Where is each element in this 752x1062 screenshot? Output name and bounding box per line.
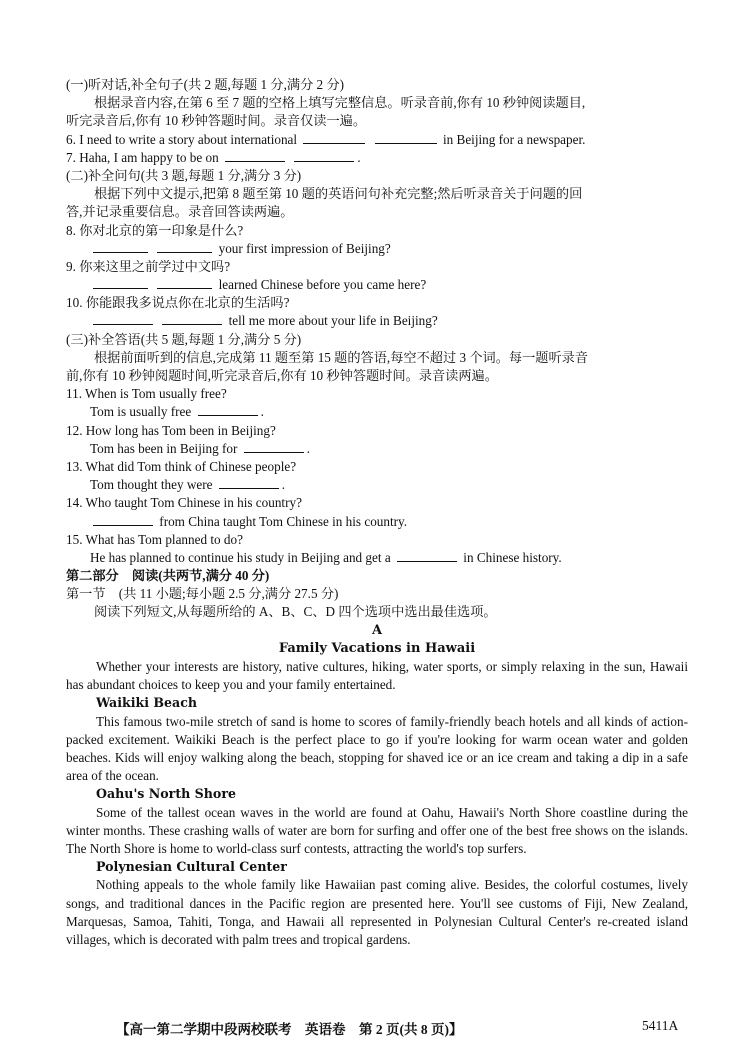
question-12: 12. How long has Tom been in Beijing?	[66, 422, 276, 438]
reading-part-heading: 第二部分 阅读(共两节,满分 40 分)	[66, 568, 270, 584]
q9-blank-1[interactable]	[93, 276, 148, 289]
passage-intro: Whether your interests are history, native cultures, hiking, water sports, or simply relaxing in the sun, Hawaii has abundant choices to keep you and your family entertained.	[66, 659, 688, 693]
page-footer: 【高一第二学期中段两校联考 英语卷 第 2 页(共 8 页)】	[116, 1022, 463, 1037]
part3-instruction-b: 前,你有 10 秒钟阅题时间,听完录音后,你有 10 秒钟答题时间。录音读两遍。	[66, 368, 498, 383]
section-waikiki-title: Waikiki Beach	[96, 695, 198, 711]
q7-blank-1[interactable]	[225, 149, 285, 162]
question-15: 15. What has Tom planned to do?	[66, 531, 243, 547]
reading-instruction: 阅读下列短文,从每题所给的 A、B、C、D 四个选项中选出最佳选项。	[94, 604, 497, 620]
q9-english: learned Chinese before you came here?	[218, 277, 427, 293]
reading-section-heading: 第一节 (共 11 小题;每小题 2.5 分,满分 27.5 分)	[66, 586, 339, 602]
passage-letter: A	[371, 622, 383, 638]
section-polynesian-title: Polynesian Cultural Center	[96, 859, 287, 875]
question-9	[66, 276, 688, 294]
part2-instruction-a: 根据下列中文提示,把第 8 题至第 10 题的英语问句补充完整;然后听录音关于问题的回	[94, 186, 583, 202]
part2-heading: (二)补全问句(共 3 题,每题 1 分,满分 3 分)	[66, 167, 302, 183]
part1-instruction-a: 根据录音内容,在第 6 至 7 题的空格上填写完整信息。听录音前,你有 10 秒钟阅读题目,	[94, 95, 586, 111]
a12-text: Tom has been in Beijing for	[90, 440, 238, 456]
q10-english: tell me more about your life in Beijing?	[228, 313, 438, 329]
question-11: 11. When is Tom usually free?	[66, 386, 227, 402]
q6-prefix: 6. I need to write a story about international	[66, 131, 298, 147]
part1-instruction-b: 听完录音后,你有 10 秒钟答题时间。录音仅读一遍。	[66, 113, 367, 129]
q6-blank-1[interactable]	[303, 131, 365, 144]
q10-chinese: 10. 你能跟我多说点你在北京的生活吗?	[66, 295, 290, 311]
question-7: 7. Haha, I am happy to be on .	[66, 149, 361, 165]
part2-instruction-b: 答,并记录重要信息。录音回答读两遍。	[66, 204, 294, 220]
a15-suffix: in Chinese history.	[463, 549, 562, 565]
paper-code: 5411A	[642, 1018, 679, 1033]
a14-blank[interactable]	[93, 513, 153, 526]
a13-blank[interactable]	[219, 476, 279, 489]
answer-14	[66, 513, 688, 531]
section-north-shore-text: Some of the tallest ocean waves in the world are found at Oahu, Hawaii's North Shore coastline during the winter months. These crashing walls of water are born for surfing and offer one of the best free shows on the islands. The North Shore is home to world-class surf contests, attracting the world's top surfers.	[66, 804, 688, 856]
a12-blank[interactable]	[244, 440, 304, 453]
q8-english: your first impression of Beijing?	[218, 240, 391, 256]
question-14: 14. Who taught Tom Chinese in his country?	[66, 495, 302, 511]
q6-suffix: in Beijing for a newspaper.	[442, 131, 586, 147]
q7-prefix: 7. Haha, I am happy to be on	[66, 149, 219, 165]
q8-chinese: 8. 你对北京的第一印象是什么?	[66, 222, 244, 238]
a14-text: from China taught Tom Chinese in his country.	[159, 513, 408, 529]
q6-blank-2[interactable]	[375, 131, 437, 144]
question-13: 13. What did Tom think of Chinese people?	[66, 458, 297, 474]
section-waikiki-text: This famous two-mile stretch of sand is home to scores of family-friendly beach hotels and all kinds of action-packed excitement. Waikiki Beach is the perfect place to go if you're looking for warm ocean water and golden beaches. Kids will enjoy walking along the beach, stopping for shaved ice or an ice cream and taking a dip in a safe area of the ocean.	[66, 713, 688, 784]
answer-11: Tom is usually free .	[90, 404, 264, 420]
section-polynesian-text: Nothing appeals to the whole family like Hawaiian past coming alive. Besides, the colorful costumes, lively songs, and traditional dances in the Pacific region are presented here. You'll see customs of Fiji, New Zealand, Marquesas, Samoa, Tahiti, Tonga, and Hawaii all represented in Polynesian Cultural Center's re-created island villages, which is decorated with palm trees and tropical gardens.	[66, 877, 688, 947]
exam-page	[66, 76, 688, 949]
question-10	[66, 312, 688, 330]
a15-blank[interactable]	[397, 549, 457, 562]
part1-heading: (一)听对话,补全句子(共 2 题,每题 1 分,满分 2 分)	[66, 77, 345, 92]
a11-text: Tom is usually free	[90, 404, 192, 420]
part3-instruction-a: 根据前面听到的信息,完成第 11 题至第 15 题的答语,每空不超过 3 个词。每一题听录音	[94, 349, 589, 365]
passage-title: Family Vacations in Hawaii	[278, 640, 476, 656]
q10-blank-2[interactable]	[162, 312, 222, 325]
answer-15	[66, 549, 688, 567]
section-north-shore-title: Oahu's North Shore	[96, 786, 236, 802]
q8-blank-1[interactable]	[93, 240, 148, 253]
answer-13: Tom thought they were .	[90, 477, 286, 493]
q7-blank-2[interactable]	[294, 149, 354, 162]
q9-blank-2[interactable]	[157, 276, 212, 289]
question-8	[66, 240, 688, 258]
a13-text: Tom thought they were	[90, 477, 213, 493]
part3-heading: (三)补全答语(共 5 题,每题 1 分,满分 5 分)	[66, 331, 302, 347]
question-6	[66, 131, 688, 149]
a11-blank[interactable]	[198, 403, 258, 416]
answer-12: Tom has been in Beijing for .	[90, 440, 310, 456]
a15-prefix: He has planned to continue his study in Beijing and get a	[90, 549, 391, 565]
q9-chinese: 9. 你来这里之前学过中文吗?	[66, 258, 231, 274]
q10-blank-1[interactable]	[93, 312, 153, 325]
q8-blank-2[interactable]	[157, 240, 212, 253]
